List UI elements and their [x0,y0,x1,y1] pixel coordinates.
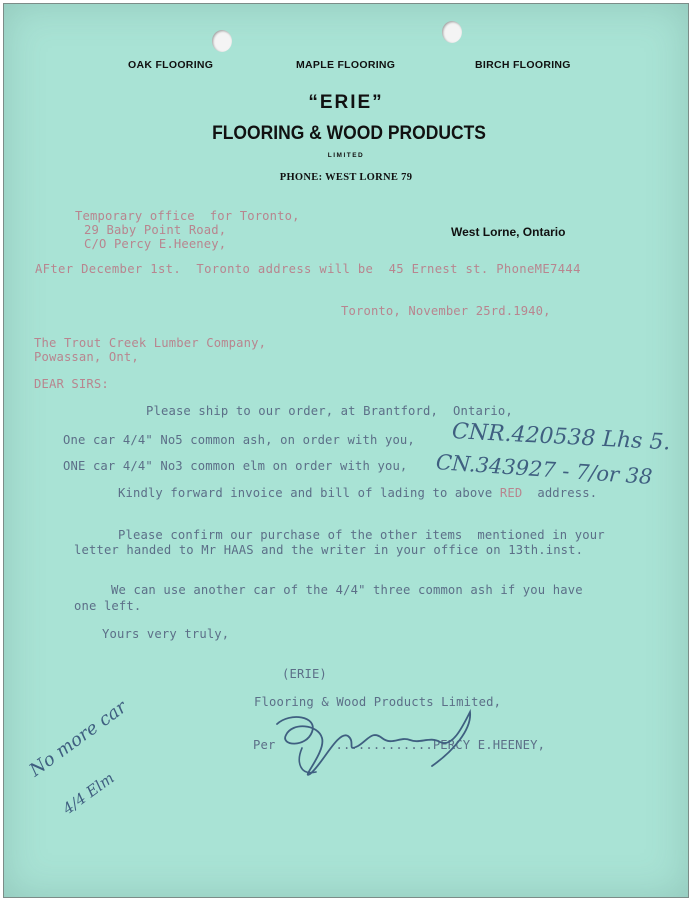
letter-date: Toronto, November 25rd.1940, [341,304,551,318]
para3-line-2: one left. [74,599,142,613]
closing-erie: (ERIE) [282,667,327,681]
product-maple: MAPLE FLOORING [296,59,396,71]
company-name: FLOORING & WOOD PRODUCTS [212,123,486,144]
closing-signature-line: Per .............PERCY E.HEENEY, [253,738,546,752]
handwritten-note-2: CN.343927 - 7/or 38 [435,450,654,490]
handwritten-note-1: CNR.420538 Lhs 5. [451,419,672,456]
salutation: DEAR SIRS: [34,377,109,391]
brand-name: “ERIE” [308,92,384,113]
punch-hole-right [442,21,462,43]
para2-line-2: letter handed to Mr HAAS and the writer in your office on 13th.inst. [74,543,584,557]
recipient-line-2: Powassan, Ont, [34,350,139,364]
para2-line-1: Please confirm our purchase of the other items mentioned in your [118,528,605,542]
company-phone: PHONE: WEST LORNE 79 [279,172,413,183]
company-limited: LIMITED [327,152,365,159]
handwritten-margin-2: 4/4 Elm [59,768,118,818]
body-line-1: Please ship to our order, at Brantford, Ontario, [146,404,513,418]
after-december-note: AFter December 1st. Toronto address will be 45 Ernest st. PhoneME7444 [35,262,581,276]
product-oak: OAK FLOORING [128,59,214,71]
recipient-line-1: The Trout Creek Lumber Company, [34,336,267,350]
body-line-3: ONE car 4/4" No3 common elm on order with you, [63,459,408,473]
punch-hole-left [212,30,232,52]
temp-office-line-2: 29 Baby Point Road, [84,223,227,237]
para3-line-1: We can use another car of the 4/4" three common ash if you have [111,583,583,597]
body-line-2: One car 4/4" No5 common ash, on order with you, [63,433,415,447]
product-birch: BIRCH FLOORING [475,59,571,71]
signer-name: PERCY E.HEENEY, [432,738,546,752]
handwritten-margin-1: No more car [25,696,131,781]
temp-office-line-3: C/O Percy E.Heeney, [84,237,227,251]
red-word: RED [499,486,523,500]
closing-yours: Yours very truly, [102,627,230,641]
temp-office-line-1: Temporary office for Toronto, [75,209,300,223]
closing-company: Flooring & Wood Products Limited, [254,695,502,709]
company-location: West Lorne, Ontario [451,225,566,239]
body-line-4: Kindly forward invoice and bill of lading to above RED address. [118,486,598,500]
